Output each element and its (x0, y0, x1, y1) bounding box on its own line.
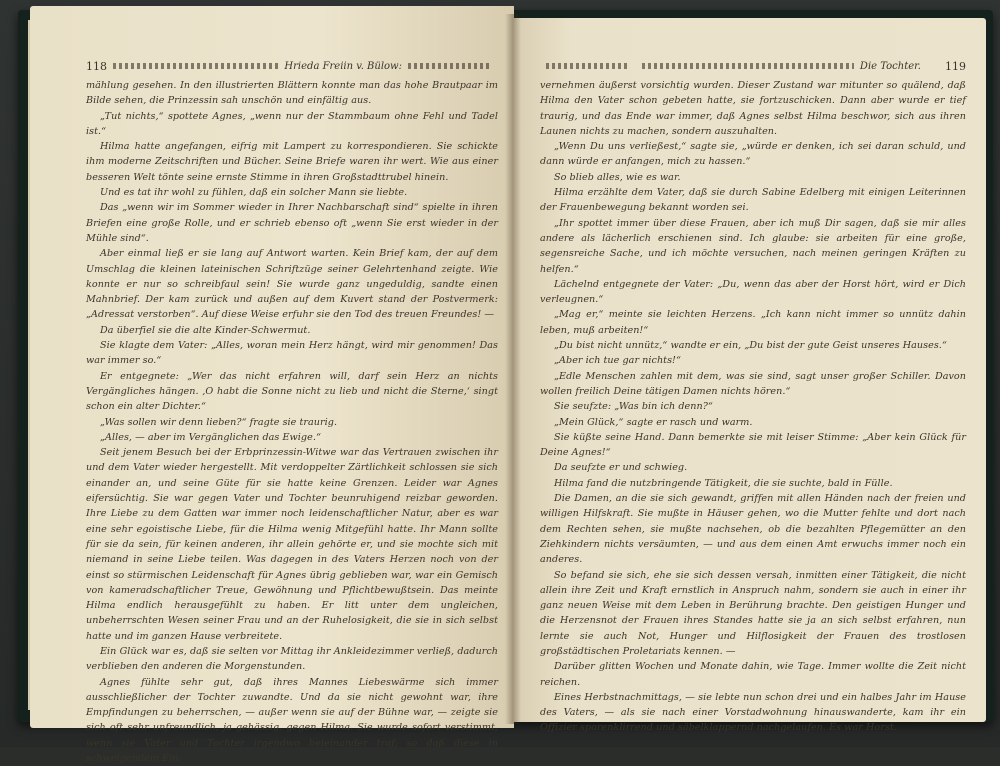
paragraph: „Aber ich tue gar nichts!“ (554, 355, 681, 367)
paragraph: Da seufzte er und schwieg. (554, 462, 688, 474)
left-page (30, 6, 514, 765)
paragraph: Sie seufzte: „Was bin ich denn?“ (554, 401, 713, 413)
paragraph: Und es tat ihr wohl zu fühlen, daß ein solcher Mann sie liebte. (100, 187, 408, 199)
paragraph: Hilma hatte angefangen, eifrig mit Lampert zu korrespondieren. Sie schickte ihm moderne Zeitschriften und Bücher. Seine Briefe waren ihr wert. Wie aus einer besseren Welt tönte seine ernste Stimme in ihren Großstadttrubel hinein. (86, 141, 498, 183)
paragraph: Ein Glück war es, daß sie selten vor Mittag ihr Ankleidezimmer verließ, dadurch verblieben den anderen die Morgenstunden. (86, 645, 498, 673)
paragraph: So befand sie sich, ehe sie sich dessen versah, inmitten einer Tätigkeit, die nicht allein ihre Zeit und Kraft ernstlich in Anspruch nahm, sondern sie auch in einer ihr ganz neuen Weise mit dem Leben in Berührung brachte. Den geistigen Hunger und die Herzensnot der Frauen ihres Standes hatte sie ja an sich selbst erfahren, nun lernte sie auch Not, Hunger und Hilflosigkeit der Frauen des trostlosen großstädtischen Proletariats kennen. — (540, 569, 966, 657)
paragraph: „Edle Menschen zahlen mit dem, was sie sind, sagt unser großer Schiller. Davon wollen freilich Deine tätigen Damen nichts hören.“ (540, 370, 966, 397)
paragraph: „Tut nichts,“ spottete Agnes, „wenn nur der Stammbaum ohne Fehl und Tadel ist.“ (86, 110, 498, 137)
paragraph: „Was sollen wir denn lieben?“ fragte sie traurig. (100, 416, 338, 428)
ornament-rule (642, 63, 854, 69)
paragraph: Aber einmal ließ er sie lang auf Antwort warten. Kein Brief kam, der auf dem Umschlag die kleinen lateinischen Schriftzüge seiner Gelehrtenhand zeigte. Wie konnte er nur so schreibfaul sein! Sie wurde ganz ungeduldig, sandte einen Mahnbrief. Der kam zurück und außen auf dem Kuvert stand der Postvermerk: „Adressat verstorben“. Auf diese Weise erfuhr sie den Tod des treuen Freundes! — (86, 248, 498, 321)
paragraph: „Mag er,“ meinte sie leichten Herzens. „Ich kann nicht immer so unnütz dahin leben, muß arbeiten!“ (540, 309, 966, 336)
paragraph: Eines Herbstnachmittags, — sie lebte nun schon drei und ein halbes Jahr im Hause des Vaters, — als sie nach einer Vorstadwohnung hinauswanderte, kam ihr ein Offizier sporenklirrend und säbelklappernd nachgelaufen. Es war Horst. (540, 691, 966, 734)
paragraph: Er entgegnete: „Wer das nicht erfahren will, darf sein Herz an nichts Vergängliches hängen. ‚O habt die Sonne nicht zu lieb und nicht die Sterne,‘ singt schon ein alter Dichter.“ (86, 370, 498, 413)
paragraph: Hilma fand die nutzbringende Tätigkeit, die sie suchte, bald in Fülle. (554, 477, 893, 489)
paragraph: „Wenn Du uns verließest,“ sagte sie, „würde er denken, ich sei daran schuld, und dann würde er anfangen, mich zu hassen.“ (540, 141, 966, 168)
paragraph: „Du bist nicht unnütz,“ wandte er ein, „Du bist der gute Geist unseres Hauses.“ (554, 340, 947, 352)
right-page (514, 18, 986, 734)
right-running-head: Die Tochter. (859, 60, 921, 72)
paragraph: Agnes fühlte sehr gut, daß ihres Mannes Liebeswärme sich immer ausschließlicher der Tochter zuwandte. Und da sie nicht gewohnt war, ihre Empfindungen zu beherrschen, — außer wenn sie auf der Bühne war, — zeigte sie sich oft sehr unfreundlich, ja gehässig, gegen Hilma. Sie wurde sofort verstimmt, wenn sie Vater und Tochter irgendwo beieinander traf, so daß diese in schweigendem Ein- (86, 676, 498, 765)
paragraph: Das „wenn wir im Sommer wieder in Ihrer Nachbarschaft sind“ spielte in ihren Briefen eine große Rolle, und er schrieb ebenso oft „wenn Sie erst wieder in der Mühle sind“. (86, 202, 498, 244)
right-page-header (540, 58, 966, 74)
paragraph: Hilma erzählte dem Vater, daß sie durch Sabine Edelberg mit einigen Leiterinnen der Frauenbewegung bekannt worden sei. (540, 187, 966, 214)
book-gutter (505, 14, 521, 724)
paragraph: Die Damen, an die sie sich gewandt, griffen mit allen Händen nach der freien und willigen Hilfskraft. Sie mußte in Häuser gehen, wo die Mutter fehlte und dort nach dem Rechten sehen, sie mußte nachsehen, ob die bezahlten Pflegemütter an den Ziehkindern nichts versäumten, — und aus dem einen Amt erwuchs immer noch ein anderes. (540, 493, 966, 566)
paragraph: „Alles, — aber im Vergänglichen das Ewige.“ (100, 431, 321, 443)
paragraph: Da überfiel sie die alte Kinder-Schwermut. (100, 324, 311, 336)
ornament-rule (113, 63, 278, 69)
paragraph: Sie küßte seine Hand. Dann bemerkte sie mit leiser Stimme: „Aber kein Glück für Deine Agnes!“ (540, 431, 966, 459)
paragraph: „Mein Glück,“ sagte er rasch und warm. (554, 416, 753, 428)
paragraph: mählung gesehen. In den illustrierten Blättern konnte man das hohe Brautpaar im Bilde sehen, die Prinzessin sah unschön und einfältig aus. (86, 80, 498, 107)
paragraph: So blieb alles, wie es war. (554, 171, 681, 183)
ornament-rule (408, 63, 492, 69)
right-page-number: 119 (945, 59, 966, 73)
paragraph: vernehmen äußerst vorsichtig wurden. Dieser Zustand war mitunter so quälend, daß Hilma den Vater schon gebeten hatte, sie fortzuschicken. Dann aber wurde er tief traurig, und das Ende war immer, daß Agnes selbst Hilma beschwor, sich aus ihren Launen nichts zu machen, sondern auszuhalten. (540, 80, 966, 137)
left-page-number: 118 (86, 59, 107, 73)
right-page-text (540, 78, 966, 736)
paragraph: Seit jenem Besuch bei der Erbprinzessin-Witwe war das Vertrauen zwischen ihr und dem Vater wieder hergestellt. Mit verdoppelter Zärtlichkeit schlossen sie sich einander an, und seine Güte für sie hatte keine Grenzen. Leider war Agnes eifersüchtig. Sie war gegen Vater und Tochter beunruhigend reizbar geworden. Ihre Liebe zu dem Gatten war immer noch leidenschaftlicher Natur, aber es war eine sehr egoistische Liebe, für die Hilma wenig Mitgefühl hatte. Ihr Mann sollte für sie da sein, für keinen anderen, ihr allein gehörte er, und sie mochte sich mit niemand in seine Liebe teilen. Was dagegen in des Vaters Herzen noch von der einst so stürmischen Leidenschaft für Agnes übrig geblieben war, war ein Gemisch von kameradschaftlicher Treue, Gewöhnung und Pflichtbewußtsein. Das meinte Hilma endlich herausgefühlt zu haben. Er litt unter dem ungleichen, unbeherrschten Wesen seiner Frau und an der Ruhelosigkeit, die sie in sich selbst hatte und im ganzen Hause verbreitete. (86, 447, 498, 642)
paragraph: Sie klagte dem Vater: „Alles, woran mein Herz hängt, wird mir genommen! Das war immer so.“ (86, 340, 498, 367)
paragraph: Lächelnd entgegnete der Vater: „Du, wenn das aber der Horst hört, wird er Dich verleugnen.“ (540, 278, 966, 306)
ornament-rule (546, 63, 630, 69)
left-running-head: Hrieda Freiin v. Bülow: (284, 60, 402, 72)
paragraph: „Ihr spottet immer über diese Frauen, aber ich muß Dir sagen, daß sie mir alles andere als lächerlich erschienen sind. Ich glaube: sie arbeiten für eine große, segensreiche Sache, und ich möchte versuchen, nach meinen geringen Kräften zu helfen.“ (540, 217, 966, 275)
paragraph: Darüber glitten Wochen und Monate dahin, wie Tage. Immer wollte die Zeit nicht reichen. (540, 661, 966, 688)
left-page-text (86, 78, 498, 766)
left-page-header (86, 58, 498, 74)
